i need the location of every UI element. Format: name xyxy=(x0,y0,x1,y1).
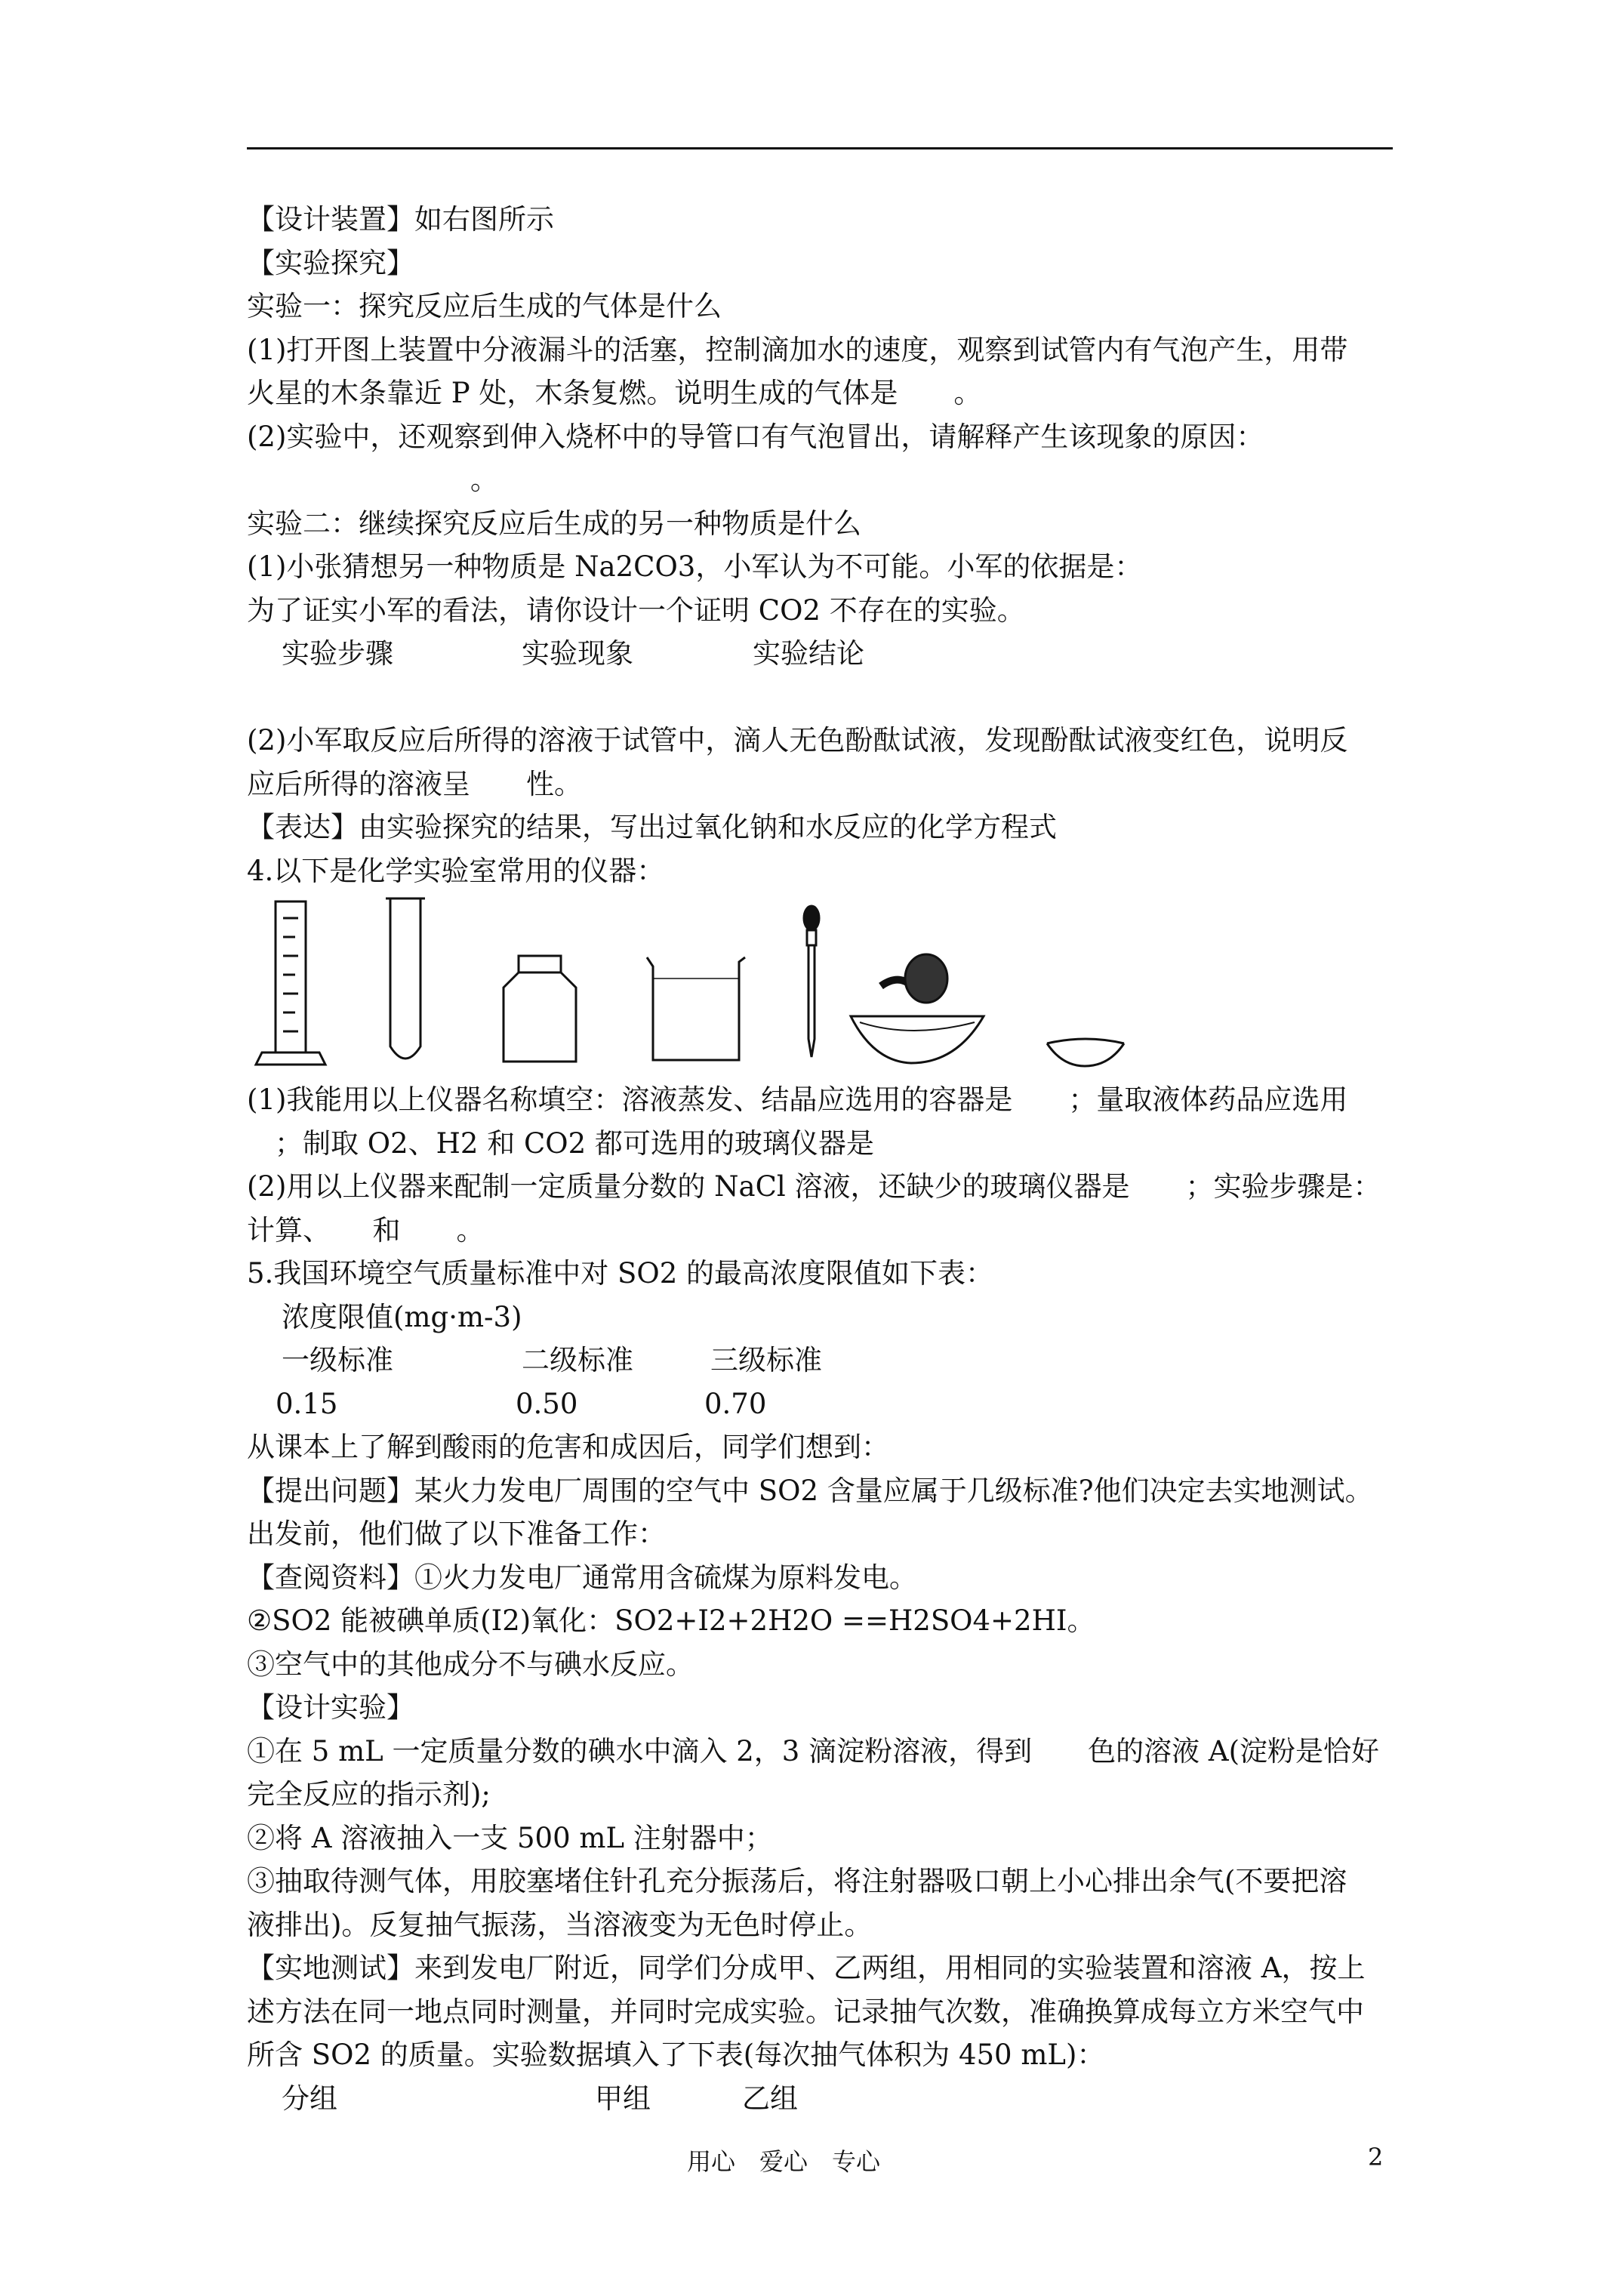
text-line: 【表达】由实验探究的结果，写出过氧化钠和水反应的化学方程式 xyxy=(247,811,1057,843)
text-line: 实验二：继续探究反应后生成的另一种物质是什么 xyxy=(247,507,861,540)
page-content xyxy=(247,198,1393,2120)
text-line: 为了证实小军的看法，请你设计一个证明 CO2 不存在的实验。 xyxy=(247,593,1025,627)
lab-apparatus-figure xyxy=(247,895,1393,1074)
table-header-cell: 三级标准 xyxy=(710,1344,822,1376)
text-line: 【实地测试】来到发电厂附近，同学们分成甲、乙两组，用相同的实验装置和溶液 A，按上 xyxy=(247,1952,1366,1984)
table-header-cell: 二级标准 xyxy=(522,1344,633,1376)
group-table-header xyxy=(247,2077,1393,2121)
mortar-pestle-icon xyxy=(851,954,984,1063)
text-line: (2)实验中，还观察到伸入烧杯中的导管口有气泡冒出，请解释产生该现象的原因： xyxy=(247,420,1264,453)
text-line: ②SO2 能被碘单质(I2)氧化：SO2+I2+2H2O ==H2SO4+2HI。 xyxy=(247,1604,1095,1637)
graduated-cylinder-icon xyxy=(256,901,325,1065)
text-line: 从课本上了解到酸雨的危害和成因后，同学们想到： xyxy=(247,1431,889,1463)
text-line: 【查阅资料】①火力发电厂通常用含硫煤为原料发电。 xyxy=(247,1561,917,1594)
beaker-icon xyxy=(647,957,745,1060)
text-line: 4.以下是化学实验室常用的仪器： xyxy=(247,854,665,887)
text-line: 应后所得的溶液呈 性。 xyxy=(247,767,582,800)
table-cell: 0.15 xyxy=(276,1387,338,1420)
text-line: 计算、 和 。 xyxy=(247,1213,485,1247)
text-line: ②将 A 溶液抽入一支 500 mL 注射器中； xyxy=(247,1821,773,1854)
text-line: 火星的木条靠近 P 处，木条复燃。说明生成的气体是 。 xyxy=(247,377,982,409)
standards-table-header xyxy=(247,1339,1393,1382)
dropper-icon xyxy=(804,906,819,1057)
text-line: (2)小军取反应后所得的溶液于试管中，滴人无色酚酞试液，发现酚酞试液变红色，说明反 xyxy=(247,724,1348,757)
header-rule xyxy=(247,147,1393,149)
blank-line xyxy=(247,676,1393,720)
test-tube-icon xyxy=(386,898,425,1059)
text-line: ③空气中的其他成分不与碘水反应。 xyxy=(247,1647,694,1681)
table-cell: 0.70 xyxy=(704,1387,767,1420)
text-line: 液排出)。反复抽气振荡，当溶液变为无色时停止。 xyxy=(247,1908,873,1941)
text-line: ①在 5 mL 一定质量分数的碘水中滴入 2，3 滴淀粉溶液，得到 色的溶液 A(淀粉是恰好 xyxy=(247,1734,1379,1767)
table-header-cell: 乙组 xyxy=(742,2082,798,2115)
table-header-cell: 甲组 xyxy=(595,2082,651,2115)
page-number: 2 xyxy=(1368,2143,1384,2171)
footer-motto: 用心 爱心 专心 xyxy=(687,2147,881,2176)
evaporating-dish-icon xyxy=(1047,1039,1124,1066)
text-line: 5.我国环境空气质量标准中对 SO2 的最高浓度限值如下表： xyxy=(247,1257,994,1290)
text-line: (1)小张猜想另一种物质是 Na2CO3，小军认为不可能。小军的依据是： xyxy=(247,550,1143,583)
text-line: (1)我能用以上仪器名称填空：溶液蒸发、结晶应选用的容器是 ；量取液体药品应选用 xyxy=(247,1083,1348,1116)
text-line: ③抽取待测气体，用胶塞堵住针孔充分振荡后，将注射器吸口朝上小心排出余气(不要把溶 xyxy=(247,1865,1347,1897)
wide-mouth-bottle-icon xyxy=(504,956,576,1062)
page-footer xyxy=(0,2143,1623,2180)
text-line: (2)用以上仪器来配制一定质量分数的 NaCl 溶液，还缺少的玻璃仪器是 ；实验步骤是： xyxy=(247,1170,1381,1203)
text-line: 所含 SO2 的质量。实验数据填入了下表(每次抽气体积为 450 mL)： xyxy=(247,2039,1105,2071)
text-line: 【提出问题】某火力发电厂周围的空气中 SO2 含量应属于几级标准?他们决定去实地测试。 xyxy=(247,1474,1373,1507)
text-line: 述方法在同一地点同时测量，并同时完成实验。记录抽气次数，准确换算成每立方米空气中 xyxy=(247,1995,1364,2028)
text-line: 【实验探究】 xyxy=(247,246,414,279)
text-line: 实验一：探究反应后生成的气体是什么 xyxy=(247,290,722,322)
text-line: 出发前，他们做了以下准备工作： xyxy=(247,1518,666,1550)
table-header-cell: 实验结论 xyxy=(753,637,864,670)
standards-table-row xyxy=(247,1382,1393,1426)
table-header-cell: 实验步骤 xyxy=(282,637,393,670)
table-caption: 浓度限值(mg·m-3) xyxy=(282,1300,522,1333)
text-line: 【设计装置】如右图所示 xyxy=(247,203,554,236)
table-header-cell: 一级标准 xyxy=(282,1344,393,1376)
text-line: 完全反应的指示剂); xyxy=(247,1778,491,1811)
experiment-table-header xyxy=(247,632,1393,676)
text-line: 【设计实验】 xyxy=(247,1691,414,1724)
table-header-cell: 实验现象 xyxy=(522,637,633,670)
table-cell: 0.50 xyxy=(516,1387,578,1420)
text-line: (1)打开图上装置中分液漏斗的活塞，控制滴加水的速度，观察到试管内有气泡产生，用带 xyxy=(247,333,1348,366)
text-line: ；制取 O2、H2 和 CO2 都可选用的玻璃仪器是 xyxy=(247,1126,874,1160)
text-line: 。 xyxy=(247,464,498,496)
table-header-cell: 分组 xyxy=(282,2082,337,2115)
